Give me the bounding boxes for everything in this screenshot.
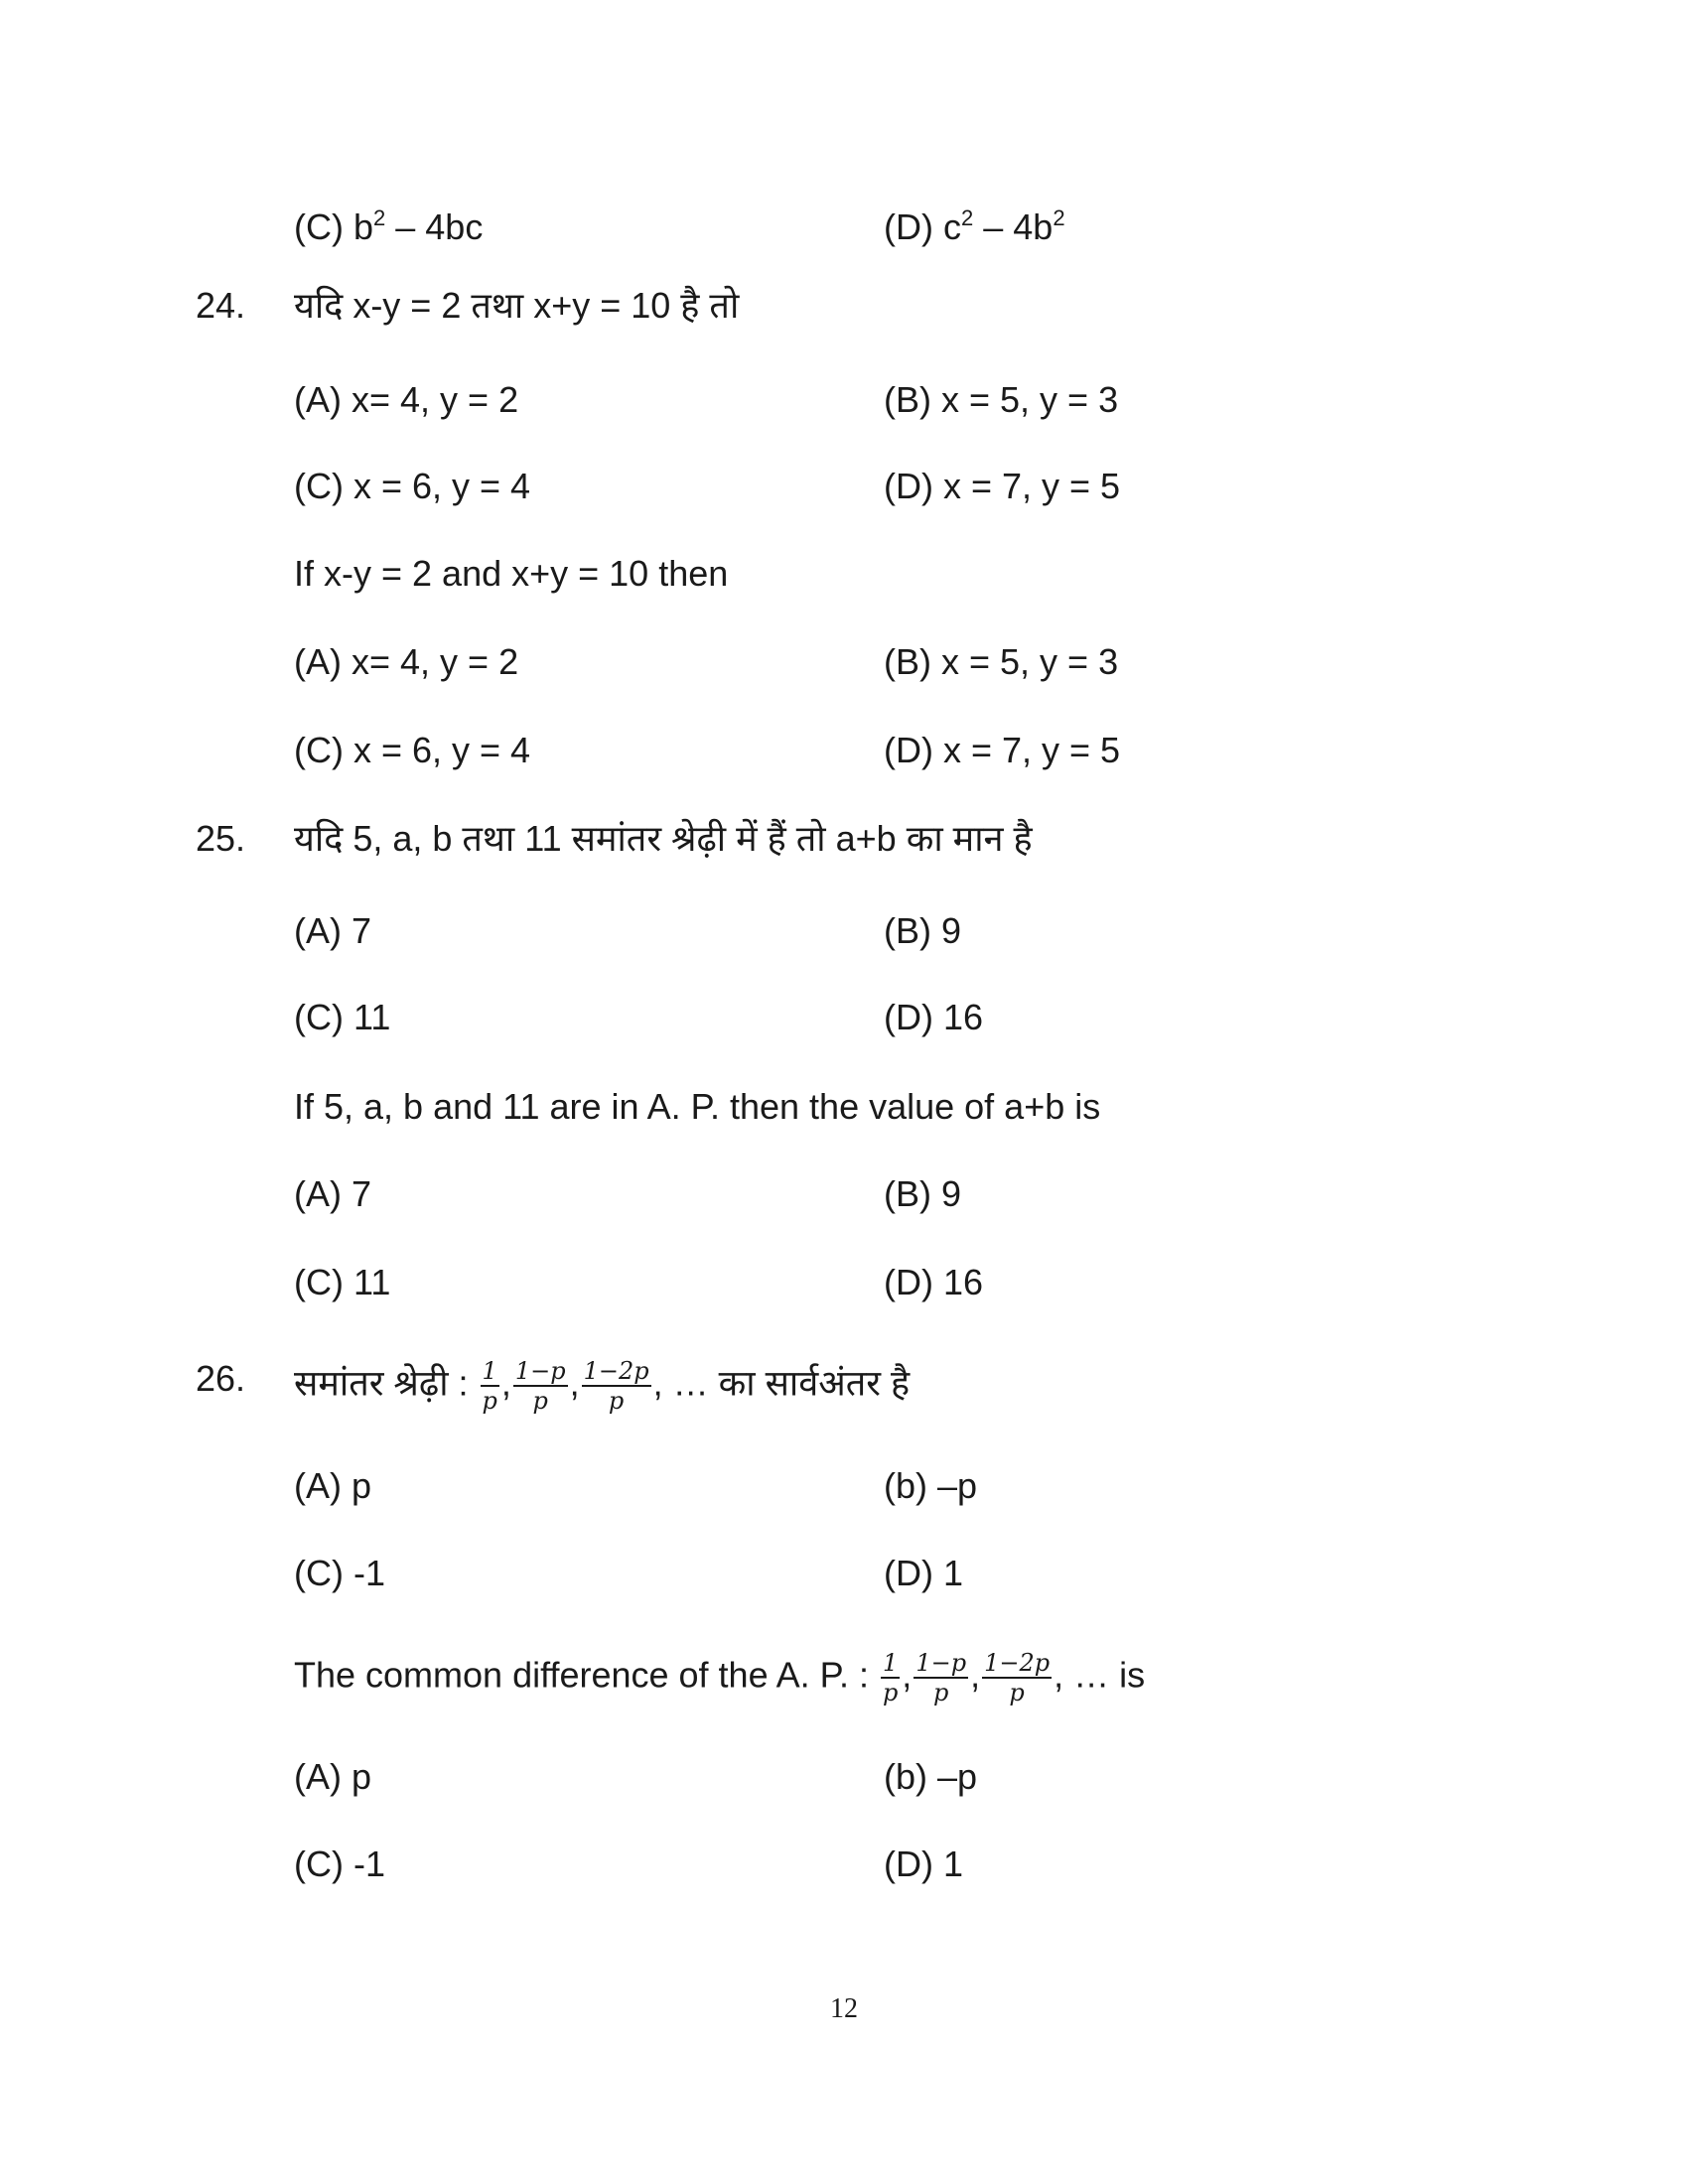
text: – 4bc: [385, 206, 484, 247]
denominator: p: [1009, 1679, 1025, 1706]
question-text-hindi: यदि 5, a, b तथा 11 समांतर श्रेढ़ी में हैं तो a+b का मान है: [294, 818, 1033, 859]
option-c: (C) 11: [294, 1262, 391, 1302]
option-c: (C) -1: [294, 1843, 385, 1884]
fraction: [481, 1357, 499, 1415]
option-d: (D) 16: [884, 997, 984, 1037]
option-d: (D) x = 7, y = 5: [884, 466, 1121, 506]
option-c: (C) 11: [294, 997, 391, 1037]
question-text-english: If x-y = 2 and x+y = 10 then: [294, 553, 729, 594]
option-b: (b) –p: [884, 1756, 978, 1797]
option-b: (B) 9: [884, 1173, 962, 1214]
denominator: p: [608, 1387, 625, 1415]
text: , … का सार्वअंतर है: [652, 1362, 911, 1404]
fraction: [513, 1357, 568, 1415]
option-c: (C) x = 6, y = 4: [294, 466, 531, 506]
question-number: 26.: [196, 1358, 246, 1399]
text: समांतर श्रेढ़ी :: [294, 1362, 479, 1404]
option-d: (D) 1: [884, 1553, 963, 1593]
text: (D) c: [884, 206, 961, 247]
q23-option-d: [884, 197, 1065, 249]
option-a: (A) 7: [294, 910, 372, 951]
option-c: (C) -1: [294, 1553, 385, 1593]
option-a: (A) p: [294, 1465, 372, 1506]
fraction: [914, 1649, 968, 1706]
superscript: 2: [373, 205, 386, 230]
option-d: (D) x = 7, y = 5: [884, 730, 1121, 770]
question-text-hindi: यदि x-y = 2 तथा x+y = 10 है तो: [294, 285, 740, 326]
option-a: (A) p: [294, 1756, 372, 1797]
numerator: 1−p: [915, 1649, 967, 1677]
numerator: 1−2p: [583, 1357, 649, 1385]
fraction: [881, 1649, 900, 1706]
question-number: 24.: [196, 285, 246, 326]
numerator: 1−p: [514, 1357, 566, 1385]
page-number: 12: [830, 1993, 858, 2024]
text: The common difference of the A. P. :: [294, 1654, 880, 1696]
denominator: p: [933, 1679, 949, 1706]
text: – 4b: [973, 206, 1054, 247]
option-d: (D) 1: [884, 1843, 963, 1884]
option-a: (A) x= 4, y = 2: [294, 641, 519, 682]
option-c: (C) x = 6, y = 4: [294, 730, 531, 770]
text: , … is: [1054, 1654, 1146, 1696]
question-text-hindi: समांतर श्रेढ़ी : $\frac{1}{p}$ , $\frac{1-p}{p}$ , $\frac{1-2p}{p}$ , … का सार्वअंतर है: [294, 1357, 911, 1415]
fraction: [982, 1649, 1052, 1706]
denominator: p: [882, 1679, 899, 1706]
superscript: 2: [960, 205, 974, 230]
option-a: (A) 7: [294, 1173, 372, 1214]
numerator: 1−2p: [984, 1649, 1051, 1677]
question-text-english: If 5, a, b and 11 are in A. P. then the value of a+b is: [294, 1086, 1101, 1127]
option-b: (B) x = 5, y = 3: [884, 641, 1119, 682]
text: (C) b: [294, 206, 373, 247]
numerator: 1: [482, 1357, 497, 1385]
option-a: (A) x= 4, y = 2: [294, 379, 519, 420]
fraction: [582, 1357, 651, 1415]
q23-option-c: [294, 197, 483, 249]
superscript: 2: [1053, 205, 1065, 230]
option-d: (D) 16: [884, 1262, 984, 1302]
denominator: p: [482, 1387, 497, 1415]
numerator: 1: [883, 1649, 899, 1677]
question-number: 25.: [196, 818, 246, 859]
denominator: p: [532, 1387, 548, 1415]
option-b: (b) –p: [884, 1465, 978, 1506]
option-b: (B) x = 5, y = 3: [884, 379, 1119, 420]
option-b: (B) 9: [884, 910, 962, 951]
question-text-english: The common difference of the A. P. : $\frac{1}{p}$ , $\frac{1-p}{p}$ , $\frac{1-2p}{p}$ , … is: [294, 1649, 1146, 1706]
